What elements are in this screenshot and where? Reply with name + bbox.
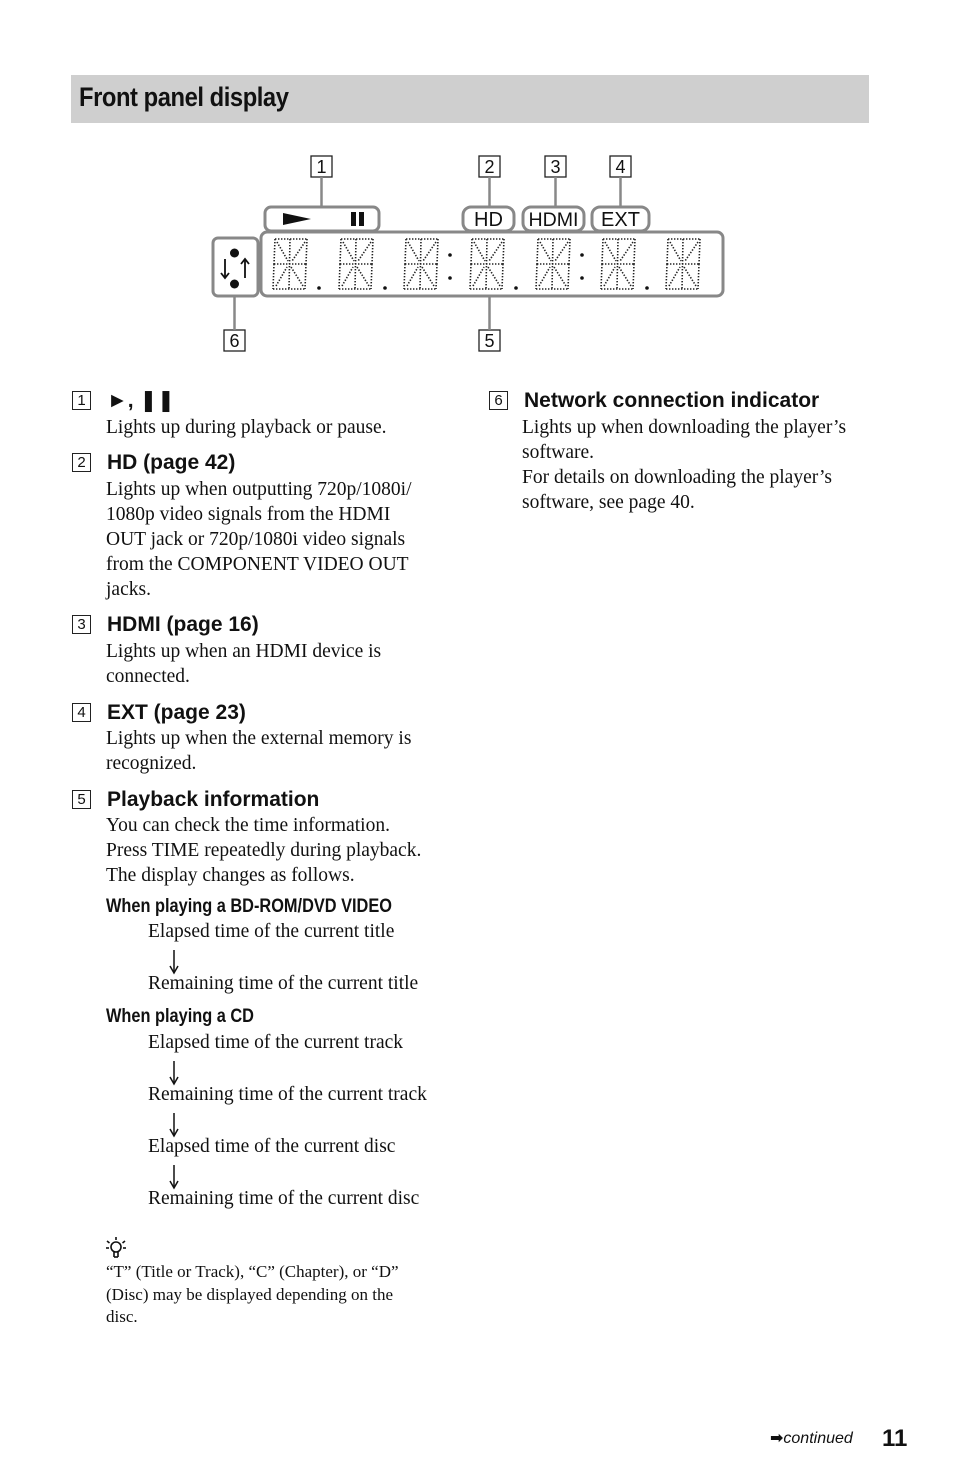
cd-step: Remaining time of the current disc [148,1188,420,1209]
item-5-text: You can check the time information. Press TIME repeatedly during playback. The display changes as follows. [106,815,422,886]
tip-text: “T” (Title or Track), “C” (Chapter), or “D” (Disc) may be displayed depending on the disc. [106,1262,399,1326]
callout-3 [545,156,566,177]
cd-step: Remaining time of the current track [148,1084,427,1105]
item-number: 1 [72,391,91,410]
svg-text:6: 6 [229,331,240,351]
callout-1 [311,156,332,177]
bd-step: Elapsed time of the current title [148,921,395,942]
callout-2 [479,156,500,177]
callout-4 [610,156,631,177]
cd-step: Elapsed time of the current disc [148,1136,396,1157]
bd-step: Remaining time of the current title [148,973,419,994]
svg-text:2: 2 [484,157,495,177]
callout-6 [224,330,245,351]
page-number: 11 [882,1425,908,1452]
svg-text:EXT: EXT [601,209,640,231]
callout-5 [479,330,500,351]
arrow-down-icon [167,949,181,975]
svg-text:HD: HD [474,209,503,231]
segment-display [261,232,723,296]
arrow-down-icon [167,1112,181,1138]
item-1-text: Lights up during playback or pause. [106,417,387,438]
play-pause-indicator [265,207,379,231]
ext-indicator [592,207,649,231]
arrow-right-icon: ➡ [770,1430,784,1447]
pause-icon [351,212,356,226]
svg-text:5: 5 [484,331,495,351]
cd-subheading: When playing a CD [106,1006,254,1027]
arrow-down-icon [167,1060,181,1086]
network-indicator [213,238,258,296]
svg-text:3: 3 [550,157,561,177]
svg-text:4: 4 [615,157,626,177]
arrow-down-icon [167,1164,181,1190]
svg-text:1: 1 [316,157,327,177]
item-6-text: Lights up when downloading the player’s software. For details on downloading the player’s software, see page 40. [522,417,847,513]
continued-label: ➡continued [770,1430,853,1447]
item-3-text: Lights up when an HDMI device is connected. [106,641,382,687]
hd-indicator [463,207,514,231]
cd-step: Elapsed time of the current track [148,1032,404,1053]
bd-subheading: When playing a BD-ROM/DVD VIDEO [106,896,392,917]
section-title: Front panel display [79,82,289,112]
item-2-text: Lights up when outputting 720p/1080i/ 1080p video signals from the HDMI OUT jack or 720p/1080i video signals from the COMPONENT VIDEO OUT jacks. [106,479,412,600]
lightbulb-icon [105,1236,127,1260]
item-heading: ►, ❚❚ [107,389,175,412]
front-panel-diagram [205,150,735,360]
item-4-text: Lights up when the external memory is recognized. [106,728,412,774]
svg-text:HDMI: HDMI [528,210,579,231]
hdmi-indicator [523,207,584,231]
